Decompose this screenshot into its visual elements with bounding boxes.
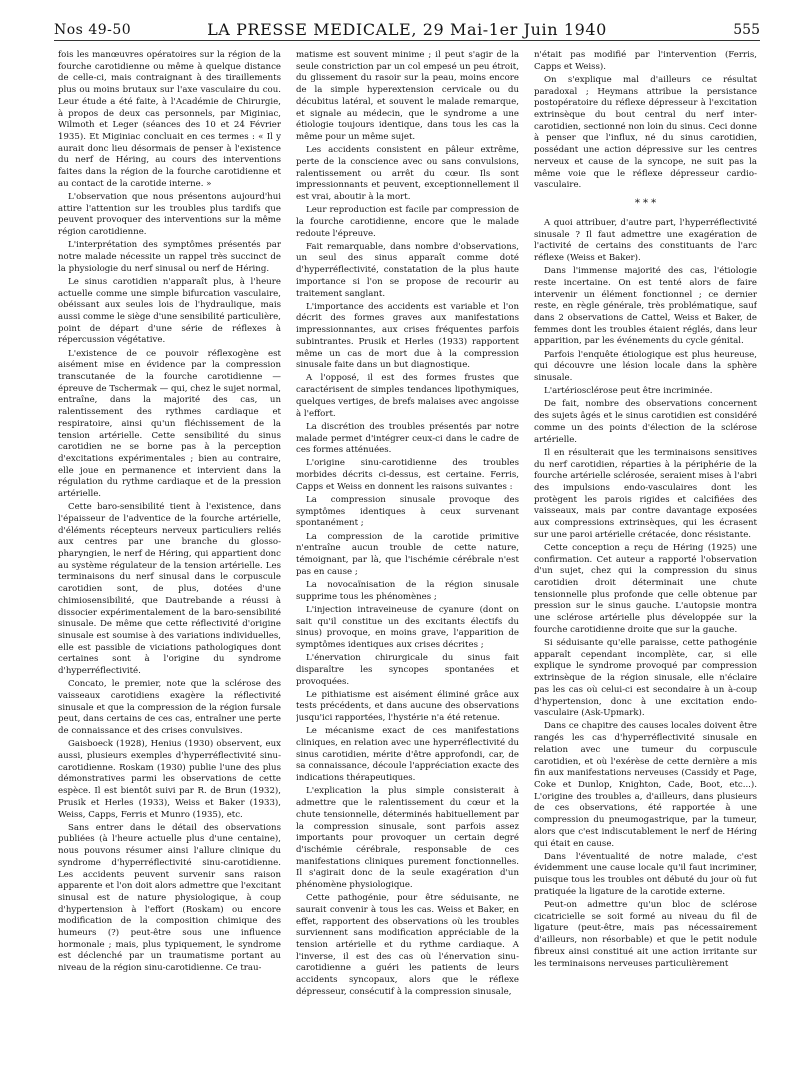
paragraph: L'artériosclérose peut être incriminée. (544, 386, 713, 397)
issue-number: Nos 49-50 (54, 22, 132, 38)
paragraph: Parfois l'enquête étiologique est plus heureuse, qui découvre une lésion locale dans la sphère sinusale. (534, 349, 757, 384)
paragraph: Le pithiatisme est aisément éliminé grâce aux tests précédents, et dans aucune des observations jusqu'ici rapportées, l'hystérie n'a été retenue. (296, 689, 519, 724)
page-number: 555 (733, 22, 760, 38)
section-separator: * * * (634, 197, 657, 209)
paragraph: La novocaïnisation de la région sinusale supprime tous les phénomènes ; (296, 579, 519, 602)
paragraph: matisme est souvent minime ; il peut s'agir de la seule constriction par un col empesé un peu étroit, du glissement du rasoir sur la peau, moins encore de la simple hyperextension cervicale ou du décubitus latéral, et souvent le malade remarque, et signale au médecin, que le syndrome a une étiologie toujours identique, dans tous les cas la même pour un même sujet. (296, 50, 519, 142)
paragraph: L'explication la plus simple consisterait à admettre que le ralentissement du cœur et la chute tensionnelle, déterminés habituellement par la compression sinusale, sont parfois assez importants pour provoquer un certain degré d'ischémie cérébrale, responsable de ces manifestations cliniques purement fonctionnelles. Il s'agirait donc de la seule exagération d'un phénomène physiologique. (296, 786, 519, 891)
paragraph: Cette baro-sensibilité tient à l'existence, dans l'épaisseur de l'adventice de la fourche artérielle, d'éléments récepteurs nerveux particuliers reliés aux centres par une branche du glosso-pharyngien, le nerf de Héring, qui appartient donc au système régulateur de la tension artérielle. Les terminaisons du nerf sinusal dans le corpuscule carotidien sont, de plus, dotées d'une chimiosensibilité, que Dautrebande a réussi à dissocier expérimentalement de la baro-sensibilité sinusale. De même que cette réflectivité d'origine sinusale est soumise à des variations individuelles, elle est passible de viciations pathologiques dont certaines sont à l'origine du syndrome d'hyperréflectivité. (58, 502, 281, 677)
paragraph: Le sinus carotidien n'apparaît plus, à l'heure actuelle comme une simple bifurcation vasculaire, obéissant aux seules lois de l'hydraulique, mais aussi comme le siège d'une sensibilité particulière, point de départ d'une série de réflexes à répercussion végétative. (58, 276, 281, 346)
paragraph: A l'opposé, il est des formes frustes que caractérisent de simples tendances lipothymiques, quelques vertiges, de brefs malaises avec angoisse à l'effort. (296, 373, 519, 419)
paragraph: Il en résulterait que les terminaisons sensitives du nerf carotidien, réparties à la périphérie de la fourche artérielle sclérosée, seraient mises à l'abri des impulsions endo-vasculaires dont les protègent les parois rigides et calcifiées des vaisseaux, mais par contre davantage exposées aux compressions extrinsèques, qui les écrasent sur une paroi artérielle crétacée, donc résistante. (534, 447, 757, 540)
journal-name: LA PRESSE MEDICALE, (207, 20, 418, 39)
paragraph: Sans entrer dans le détail des observations publiées (à l'heure actuelle plus d'une centaine), nous pouvons résumer ainsi l'allure clinique du syndrome d'hyperréflectivité sinu-carotidienne. Les accidents peuvent survenir sans raison apparente et l'on doit alors admettre que l'excitant sinusal est de nature physiologique, à coup d'hypertension à l'effort (Roskam) ou encore modification de la composition chimique des humeurs (?) peut-être sous une influence hormonale ; mais, plus typiquement, le syndrome est déclenché par un traumatisme portant au niveau de la région sinu-carotidienne. Ce trau- (58, 822, 281, 974)
paragraph: L'observation que nous présentons aujourd'hui attire l'attention sur les troubles plus tardifs que peuvent provoquer des interventions sur la même région carotidienne. (58, 191, 281, 238)
paragraph: L'existence de ce pouvoir réflexogène est aisément mise en évidence par la compression transcutanée de la fourche carotidienne — épreuve de Tschermak — qui, chez le sujet normal, entraîne, dans la majorité des cas, un ralentissement des rythmes cardiaque et respiratoire, ainsi qu'un fléchissement de la tension artérielle. Cette sensibilité du sinus carotidien ne se borne pas à la perception d'excitations expérimentales ; bien au contraire, elle joue en permanence et intervient dans la régulation du rythme cardiaque et de la pression artérielle. (58, 348, 281, 500)
paragraph: Les accidents consistent en pâleur extrême, perte de la conscience avec ou sans convulsions, ralentissement ou arrêt du cœur. Ils sont impressionnants et peuvent, exceptionnellement il est vrai, aboutir à la mort. (296, 145, 519, 202)
paragraph: La discrétion des troubles présentés par notre malade permet d'intégrer ceux-ci dans le cadre de ces formes atténuées. (296, 421, 519, 456)
paragraph: On s'explique mal d'ailleurs ce résultat paradoxal ; Heymans attribue la persistance postopératoire du réflexe dépresseur à l'excitation extrinsèque du bout central du nerf inter-carotidien, sectionné non loin du sinus. Ceci donne à penser que l'influx, né du sinus carotidien, possédant une action dépressive sur les centres nerveux et cause de la syncope, ne suit pas la même voie que le réflexe dépresseur cardio-vasculaire. (534, 74, 757, 191)
paragraph: La compression sinusale provoque des symptômes identiques à ceux survenant spontanément ; (296, 495, 519, 529)
paragraph: Dans ce chapitre des causes locales doivent être rangés les cas d'hyperréflectivité sinusale en relation avec une tumeur du corpuscule carotidien, et où l'exérèse de cette dernière a mis fin aux manifestations nerveuses (Cassidy et Page, Coke et Dunlop, Knighton, Cade, Boot, etc...). L'origine des troubles a, d'ailleurs, dans plusieurs de ces observations, été rapportée à une compression du pneumogastrique, par la tumeur, alors que c'est indiscutablement le nerf de Héring qui était en cause. (534, 721, 757, 849)
paragraph: Cette conception a reçu de Héring (1925) une confirmation. Cet auteur a rapporté l'observation d'un sujet, chez qui la compression du sinus carotidien droit déterminait une chute tensionnelle plus profonde que celle obtenue par pression sur le sinus gauche. L'autopsie montra une sclérose artérielle plus développée sur la fourche carotidienne droite que sur la gauche. (534, 542, 757, 635)
header-rule (54, 40, 760, 41)
paragraph: Le mécanisme exact de ces manifestations cliniques, en relation avec une hyperréflectivité du sinus carotidien, mérite d'être approfondi, car, de sa connaissance, découle l'appréciation exacte des indications thérapeutiques. (296, 726, 519, 784)
paragraph: La compression de la carotide primitive n'entraîne aucun trouble de cette nature, témoignant, par là, que l'ischémie cérébrale n'est pas en cause ; (296, 531, 519, 577)
paragraph: Peut-on admettre qu'un bloc de sclérose cicatricielle se soit formé au niveau du fil de ligature (peut-être, mais pas nécessairement d'ailleurs, non résorbable) et que le petit nodule fibreux ainsi constitué ait une action irritante sur les terminaisons nerveuses particulièrement (534, 900, 757, 969)
paragraph: Fait remarquable, dans nombre d'observations, un seul des sinus apparaît comme doté d'hyperréflectivité, constatation de la plus haute importance si l'on se propose de recourir au traitement sanglant. (296, 241, 519, 299)
paragraph: De fait, nombre des observations concernent des sujets âgés et le sinus carotidien est considéré comme un des points d'élection de la sclérose artérielle. (534, 399, 757, 445)
paragraph: Concato, le premier, note que la sclérose des vaisseaux carotidiens exagère la réflectivité sinusale et que la compression de la région fursale peut, dans certains de ces cas, entraîner une perte de connaissance et des crises convulsives. (58, 679, 281, 737)
paragraph: A quoi attribuer, d'autre part, l'hyperréflectivité sinusale ? Il faut admettre une exagération de l'activité de certains des constituants de l'arc réflexe (Weiss et Baker). (534, 217, 757, 264)
paragraph: fois les manœuvres opératoires sur la région de la fourche carotidienne ou même à quelque distance de celle-ci, mais contraignant à des tiraillements plus ou moins brutaux sur l'axe vasculaire du cou. Leur étude a été faite, à l'Académie de Chirurgie, à propos de deux cas personnels, par Miginiac, Wilmoth et Leger (séances des 10 et 24 Février 1935). Et Miginiac concluait en ces termes : « Il y aurait donc lieu désormais de penser à l'existence du nerf de Héring, au cours des interventions faites dans la région de la fourche carotidienne et au contact de la carotide interne. » (58, 50, 281, 189)
paragraph: Gaisboeck (1928), Henius (1930) observent, eux aussi, plusieurs exemples d'hyperréflectivité sinu-carotidienne. Roskam (1930) publie l'une des plus démonstratives parmi les observations de cette espèce. Il est bientôt suivi par R. de Brun (1932), Prusik et Herles (1933), Weiss et Baker (1933), Weiss, Capps, Ferris et Munro (1935), etc. (58, 739, 281, 820)
paragraph: Si séduisante qu'elle paraisse, cette pathogénie apparaît cependant incomplète, car, si elle explique le syndrome provoqué par compression extrinsèque de la région sinusale, elle n'éclaire pas les cas où celui-ci est secondaire à un à-coup d'hypertension, donc à une excitation endo-vasculaire (Ask-Upmark). (534, 638, 757, 719)
paragraph: n'était pas modifié par l'intervention (Ferris, Capps et Weiss). (534, 50, 757, 72)
text-column-3 (534, 50, 757, 1070)
issue-date: 29 Mai-1er Juin 1940 (422, 20, 607, 39)
running-title (54, 20, 760, 39)
paragraph: L'injection intraveineuse de cyanure (dont on sait qu'il constitue un des excitants électifs du sinus) provoque, en moins grave, l'apparition de symptômes identiques aux crises décrites ; (296, 604, 519, 650)
paragraph: Cette pathogénie, pour être séduisante, ne saurait convenir à tous les cas. Weiss et Baker, en effet, rapportent des observations où les troubles surviennent sans modification appréciable de la tension artérielle et du rythme cardiaque. A l'inverse, il est des cas où l'énervation sinu-carotidienne a guéri les patients de leurs accidents syncopaux, alors que le réflexe dépresseur, consécutif à la compression sinusale, (296, 893, 519, 997)
page-header (54, 16, 760, 46)
paragraph: L'origine sinu-carotidienne des troubles morbides décrits ci-dessus, est certaine. Ferris, Capps et Weiss en donnent les raisons suivantes : (296, 458, 519, 492)
paragraph: Leur reproduction est facile par compression de la fourche carotidienne, encore que le malade redoute l'épreuve. (296, 205, 519, 239)
text-column-2 (296, 50, 519, 1070)
paragraph: Dans l'éventualité de notre malade, c'est évidemment une cause locale qu'il faut incriminer, puisque tous les troubles ont débuté du jour où fut pratiquée la ligature de la carotide externe. (534, 851, 757, 897)
paragraph: L'interprétation des symptômes présentés par notre malade nécessite un rappel très succinct de la physiologie du nerf sinusal ou nerf de Héring. (58, 240, 281, 274)
paragraph: L'énervation chirurgicale du sinus fait disparaître les syncopes spontanées et provoquées. (296, 653, 519, 687)
text-column-1 (58, 50, 281, 1070)
paragraph: Dans l'immense majorité des cas, l'étiologie reste incertaine. On est tenté alors de faire intervenir un élément fonctionnel ; ce dernier reste, en règle générale, très problématique, sauf dans 2 observations de Cattel, Weiss et Baker, de femmes dont les troubles étaient réglés, dans leur apparition, par les événements du cycle génital. (534, 266, 757, 347)
paragraph: L'importance des accidents est variable et l'on décrit des formes graves aux manifestations impressionnantes, aux crises fréquentes parfois subintrantes. Prusik et Herles (1933) rapportent même un cas de mort due à la compression sinusale faite dans un but diagnostique. (296, 301, 519, 371)
